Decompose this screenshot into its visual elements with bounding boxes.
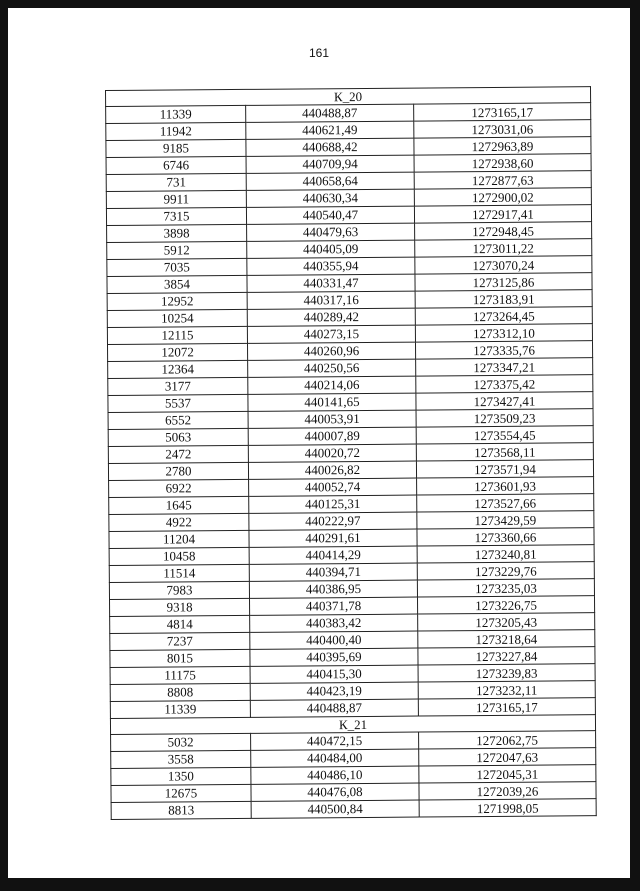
point-number-cell: 9185 [106,139,246,157]
x-coordinate-cell: 440125,31 [249,495,417,513]
x-coordinate-cell: 440289,42 [247,308,415,326]
point-number-cell: 8015 [110,649,250,667]
x-coordinate-cell: 440476,08 [251,783,419,801]
y-coordinate-cell: 1273427,41 [416,393,593,411]
y-coordinate-cell: 1273011,22 [415,240,592,258]
y-coordinate-cell: 1272900,02 [414,189,591,207]
x-coordinate-cell: 440273,15 [247,325,415,343]
y-coordinate-cell: 1273125,86 [415,274,592,292]
point-number-cell: 3898 [107,224,247,242]
x-coordinate-cell: 440020,72 [248,444,416,462]
point-number-cell: 7035 [107,258,247,276]
point-number-cell: 12072 [107,343,247,361]
point-number-cell: 11175 [110,666,250,684]
point-number-cell: 12675 [111,784,251,802]
point-number-cell: 5063 [108,428,248,446]
point-number-cell: 5032 [111,733,251,751]
y-coordinate-cell: 1273205,43 [418,614,595,632]
y-coordinate-cell: 1272938,60 [414,155,591,173]
y-coordinate-cell: 1273509,23 [416,410,593,428]
point-number-cell: 4814 [110,615,250,633]
y-coordinate-cell: 1273031,06 [414,121,591,139]
y-coordinate-cell: 1273229,76 [417,563,594,581]
y-coordinate-cell: 1272877,63 [414,172,591,190]
x-coordinate-cell: 440688,42 [246,138,414,156]
x-coordinate-cell: 440488,87 [246,104,414,122]
y-coordinate-cell: 1273375,42 [416,376,593,394]
x-coordinate-cell: 440630,34 [246,189,414,207]
y-coordinate-cell: 1273312,10 [415,325,592,343]
y-coordinate-cell: 1273183,91 [415,291,592,309]
point-number-cell: 1350 [111,767,251,785]
x-coordinate-cell: 440291,61 [249,529,417,547]
y-coordinate-cell: 1272917,41 [414,206,591,224]
y-coordinate-cell: 1271998,05 [419,800,596,818]
point-number-cell: 12115 [107,326,247,344]
x-coordinate-cell: 440414,29 [249,546,417,564]
y-coordinate-cell: 1272948,45 [415,223,592,241]
point-number-cell: 6746 [106,156,246,174]
point-number-cell: 12364 [108,360,248,378]
x-coordinate-cell: 440331,47 [247,274,415,292]
point-number-cell: 10254 [107,309,247,327]
point-number-cell: 5537 [108,394,248,412]
x-coordinate-cell: 440486,10 [251,766,419,784]
x-coordinate-cell: 440621,49 [246,121,414,139]
x-coordinate-cell: 440371,78 [249,597,417,615]
y-coordinate-cell: 1273239,83 [418,665,595,683]
y-coordinate-cell: 1272045,31 [419,766,596,784]
point-number-cell: 11339 [110,700,250,718]
x-coordinate-cell: 440052,74 [249,478,417,496]
point-number-cell: 11204 [109,530,249,548]
x-coordinate-cell: 440709,94 [246,155,414,173]
point-number-cell: 2780 [108,462,248,480]
document-page [8,8,630,878]
point-number-cell: 8808 [110,683,250,701]
x-coordinate-cell: 440317,16 [247,291,415,309]
x-coordinate-cell: 440394,71 [249,563,417,581]
point-number-cell: 6922 [109,479,249,497]
x-coordinate-cell: 440484,00 [251,749,419,767]
x-coordinate-cell: 440260,96 [247,342,415,360]
x-coordinate-cell: 440400,40 [250,631,418,649]
x-coordinate-cell: 440383,42 [250,614,418,632]
point-number-cell: 6552 [108,411,248,429]
point-number-cell: 731 [106,173,246,191]
y-coordinate-cell: 1273227,84 [418,648,595,666]
x-coordinate-cell: 440214,06 [248,376,416,394]
point-number-cell: 7237 [110,632,250,650]
y-coordinate-cell: 1273527,66 [417,495,594,513]
point-number-cell: 1645 [109,496,249,514]
x-coordinate-cell: 440500,84 [251,800,419,818]
point-number-cell: 7315 [106,207,246,225]
y-coordinate-cell: 1273240,81 [417,546,594,564]
point-number-cell: 9318 [110,598,250,616]
x-coordinate-cell: 440395,69 [250,648,418,666]
coordinates-table [105,86,597,820]
x-coordinate-cell: 440405,09 [247,240,415,258]
y-coordinate-cell: 1273165,17 [418,699,595,717]
y-coordinate-cell: 1273335,76 [415,342,592,360]
point-number-cell: 11514 [109,564,249,582]
x-coordinate-cell: 440423,19 [250,682,418,700]
point-number-cell: 7983 [109,581,249,599]
x-coordinate-cell: 440250,56 [248,359,416,377]
x-coordinate-cell: 440222,97 [249,512,417,530]
point-number-cell: 3177 [108,377,248,395]
point-number-cell: 5912 [107,241,247,259]
y-coordinate-cell: 1272963,89 [414,138,591,156]
y-coordinate-cell: 1273347,21 [416,359,593,377]
x-coordinate-cell: 440141,65 [248,393,416,411]
x-coordinate-cell: 440479,63 [247,223,415,241]
point-number-cell: 10458 [109,547,249,565]
y-coordinate-cell: 1273554,45 [416,427,593,445]
point-number-cell: 3854 [107,275,247,293]
y-coordinate-cell: 1273070,24 [415,257,592,275]
point-number-cell: 2472 [108,445,248,463]
y-coordinate-cell: 1273571,94 [416,461,593,479]
y-coordinate-cell: 1273226,75 [417,597,594,615]
x-coordinate-cell: 440355,94 [247,257,415,275]
x-coordinate-cell: 440472,15 [251,732,419,750]
y-coordinate-cell: 1273601,93 [417,478,594,496]
x-coordinate-cell: 440658,64 [246,172,414,190]
y-coordinate-cell: 1273568,11 [416,444,593,462]
y-coordinate-cell: 1273264,45 [415,308,592,326]
point-number-cell: 8813 [111,801,251,819]
point-number-cell: 3558 [111,750,251,768]
point-number-cell: 4922 [109,513,249,531]
x-coordinate-cell: 440007,89 [248,427,416,445]
y-coordinate-cell: 1273232,11 [418,682,595,700]
x-coordinate-cell: 440415,30 [250,665,418,683]
y-coordinate-cell: 1272062,75 [419,732,596,750]
y-coordinate-cell: 1273360,66 [417,529,594,547]
table-row [110,698,595,719]
y-coordinate-cell: 1273165,17 [414,104,591,122]
x-coordinate-cell: 440386,95 [249,580,417,598]
table-row [111,799,596,820]
x-coordinate-cell: 440053,91 [248,410,416,428]
section-label: К_20 [106,87,591,107]
x-coordinate-cell: 440540,47 [246,206,414,224]
x-coordinate-cell: 440026,82 [248,461,416,479]
x-coordinate-cell: 440488,87 [250,699,418,717]
y-coordinate-cell: 1273235,03 [417,580,594,598]
point-number-cell: 12952 [107,292,247,310]
point-number-cell: 11942 [106,122,246,140]
point-number-cell: 11339 [106,105,246,123]
coordinates-sheet [105,86,596,820]
page-number: 161 [308,46,330,60]
y-coordinate-cell: 1273218,64 [418,631,595,649]
point-number-cell: 9911 [106,190,246,208]
y-coordinate-cell: 1272047,63 [419,749,596,767]
section-label: К_21 [110,715,595,735]
y-coordinate-cell: 1273429,59 [417,512,594,530]
y-coordinate-cell: 1272039,26 [419,783,596,801]
